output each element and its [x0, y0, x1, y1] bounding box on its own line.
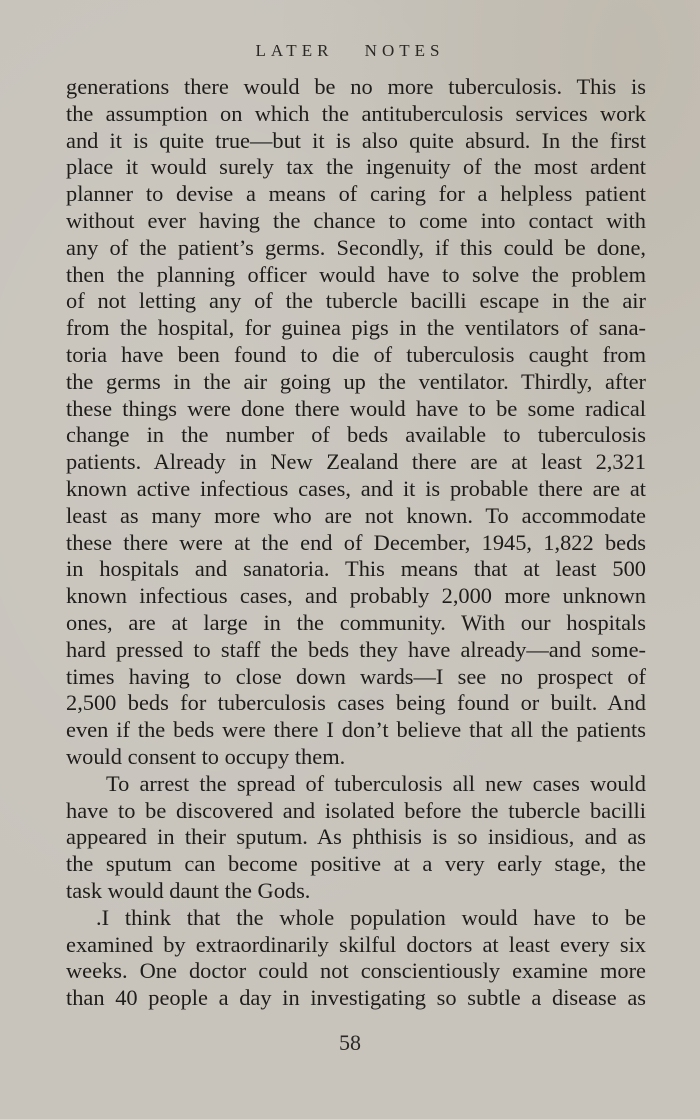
text-line: even if the beds were there I don’t believe that all the patients [66, 717, 646, 743]
text-line: without ever having the chance to come into contact with [66, 207, 646, 233]
text-line-paragraph-start: To arrest the spread of tuberculosis all new cases would [106, 770, 646, 796]
text-line: least as many more who are not known. To accommodate [66, 502, 646, 528]
text-line: place it would surely tax the ingenuity of the most ardent [66, 154, 646, 180]
text-line: ones, are at large in the community. With our hospitals [66, 609, 646, 635]
text-line: any of the patient’s germs. Secondly, if this could be done, [66, 234, 646, 260]
text-line: of not letting any of the tubercle bacilli escape in the air [66, 288, 646, 314]
text-line: examined by extraordinarily skilful doctors at least every six [66, 931, 646, 957]
text-line: planner to devise a means of caring for a helpless patient [66, 181, 646, 207]
text-line: patients. Already in New Zealand there are at least 2,321 [66, 449, 646, 475]
text-line: these things were done there would have to be some radical [66, 395, 646, 421]
text-line: 2,500 beds for tuberculosis cases being found or built. And [66, 690, 646, 716]
text-line: then the planning officer would have to solve the problem [66, 261, 646, 287]
text-line: toria have been found to die of tuberculosis caught from [66, 341, 646, 367]
text-line: change in the number of beds available to tuberculosis [66, 422, 646, 448]
text-line: and it is quite true—but it is also quite absurd. In the first [66, 127, 646, 153]
text-line: hard pressed to staff the beds they have already—and some- [66, 636, 646, 662]
text-line: in hospitals and sanatoria. This means that at least 500 [66, 556, 646, 582]
text-line-paragraph-end: would consent to occupy them. [66, 743, 346, 769]
text-line: from the hospital, for guinea pigs in the ventilators of sana- [66, 315, 646, 341]
text-line: the germs in the air going up the ventilator. Thirdly, after [66, 368, 646, 394]
text-line: have to be discovered and isolated before the tubercle bacilli [66, 797, 646, 823]
running-head: LATER NOTES [255, 41, 445, 60]
text-line: these there were at the end of December, 1945, 1,822 beds [66, 529, 646, 555]
text-line: appeared in their sputum. As phthisis is so insidious, and as [66, 824, 646, 850]
text-line: the assumption on which the antituberculosis services work [66, 100, 646, 126]
text-line: weeks. One doctor could not conscientiously examine more [66, 958, 646, 984]
text-line-paragraph-start: .I think that the whole population would have to be [96, 904, 646, 930]
text-line: known active infectious cases, and it is probable there are at [66, 475, 646, 501]
page-number: 58 [339, 1030, 361, 1055]
text-line: generations there would be no more tuberculosis. This is [66, 74, 646, 99]
body-text [66, 74, 646, 1012]
text-line: times having to close down wards—I see no prospect of [66, 663, 646, 689]
text-line: the sputum can become positive at a very early stage, the [66, 851, 646, 877]
text-line-paragraph-end: task would daunt the Gods. [66, 877, 311, 903]
text-line: known infectious cases, and probably 2,000 more unknown [66, 583, 646, 609]
text-line: than 40 people a day in investigating so subtle a disease as [66, 985, 646, 1011]
